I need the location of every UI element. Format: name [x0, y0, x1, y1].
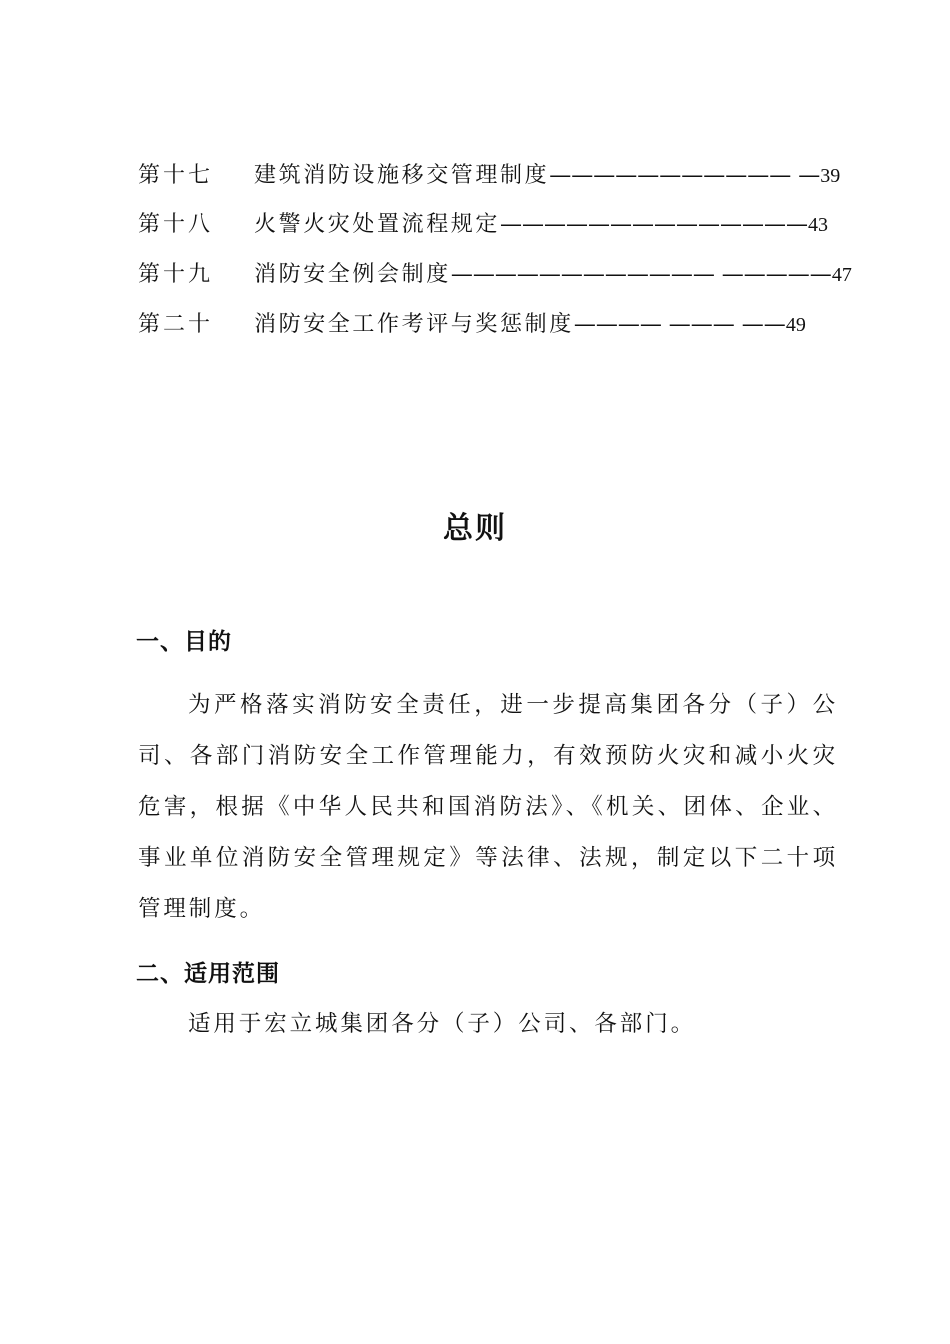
toc-title: 建筑消防设施移交管理制度: [254, 163, 550, 188]
section-heading-purpose: 一、目的: [136, 629, 232, 655]
toc-leader: ——————————— —: [549, 163, 821, 188]
toc-leader: ———— ——— ——: [573, 312, 786, 337]
toc-page-number: 39: [820, 165, 841, 187]
toc-entry-18[interactable]: [138, 210, 828, 240]
toc-page-number: 47: [831, 264, 852, 286]
toc-number: 第十七: [138, 163, 214, 188]
toc-title: 火警火灾处置流程规定: [254, 212, 501, 237]
toc-leader: ——————————————: [500, 212, 809, 237]
page-title: 总则: [443, 511, 507, 546]
toc-entry-20[interactable]: [138, 310, 806, 340]
section-body-purpose: 为严格落实消防安全责任，进一步提高集团各分（子）公司、各部门消防安全工作管理能力，有效预防火灾和减小火灾危害，根据《中华人民共和国消防法》、《机关、团体、企业、事业单位消防安全管理规定》等法律、法规，制定以下二十项管理制度。: [138, 692, 838, 922]
toc-number: 第十九: [138, 262, 214, 287]
toc-page-number: 43: [808, 214, 829, 236]
toc-number: 第十八: [138, 212, 214, 237]
toc-title: 消防安全工作考评与奖惩制度: [254, 312, 574, 337]
toc-number: 第二十: [138, 312, 214, 337]
section-heading-scope: 二、适用范围: [136, 961, 280, 987]
toc-title: 消防安全例会制度: [254, 262, 451, 287]
toc-entry-17[interactable]: [138, 161, 840, 191]
section-body-scope: 适用于宏立城集团各分（子）公司、各部门。: [188, 1011, 697, 1037]
toc-leader: ———————————— —————: [450, 262, 832, 287]
toc-entry-19[interactable]: [138, 260, 852, 290]
toc-page-number: 49: [785, 314, 806, 336]
